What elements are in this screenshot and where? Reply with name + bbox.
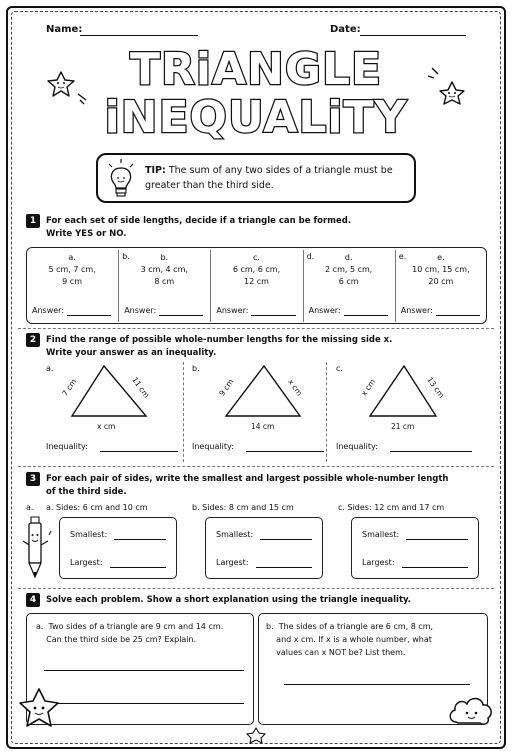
column-divider [326,362,327,462]
cell-line: 10 cm, 15 cm, [412,265,470,274]
problem-line: values can x NOT be? List them. [276,648,406,657]
cell-outer-letter: d. [306,252,315,261]
smallest-label: Smallest: [362,530,400,539]
write-line[interactable] [44,670,244,671]
section-4-instruction: Solve each problem. Show a short explanation using the triangle inequality. [46,595,412,605]
triangle-right-side-label: 13 cm [425,375,447,400]
largest-line[interactable] [256,567,312,568]
cell-line: 2 cm, 5 cm, [325,265,373,274]
tip-label: TIP: [145,165,166,176]
problem-line: Two sides of a triangle are 9 cm and 14 cm. [48,622,224,631]
triangle-bottom-label: 14 cm [251,422,275,431]
inequality-label: Inequality: [336,442,378,451]
cell-line: 20 cm [428,277,454,286]
pencil-character-icon [20,515,54,581]
cell-line: 8 cm [154,277,175,286]
tip-body: The sum of any two sides of a triangle must be greater than the third side. [145,165,393,191]
pair-outer-letter: a. [26,503,34,512]
section-3-instruction-line1: For each pair of sides, write the smallest and largest possible whole-number length [46,474,449,484]
inequality-line[interactable] [100,451,178,452]
triangle-bottom-label: 21 cm [391,422,415,431]
column-divider [183,362,184,462]
largest-line[interactable] [110,567,166,568]
triangle-right-side-label: x cm [286,377,305,398]
triangle-letter: b. [192,364,200,373]
star-icon [16,686,62,732]
problem-letter: a. [36,622,44,631]
answer-label: Answer: [124,306,157,315]
cell-line: 3 cm, 4 cm, [140,265,188,274]
problem-text-a [36,620,250,646]
inequality-line[interactable] [390,451,472,452]
section-1-instruction-line1: For each set of side lengths, decide if a triangle can be formed. [46,216,352,226]
date-label: Date: [330,24,361,35]
write-line[interactable] [44,703,244,704]
title-line-1: TRiANGLE [129,44,383,95]
smallest-line[interactable] [114,539,166,540]
section-4-badge: 4 [26,593,40,607]
problem-line: and x cm. If x is a whole number, what [276,635,432,644]
write-line[interactable] [284,684,470,685]
inequality-label: Inequality: [192,442,234,451]
smallest-line[interactable] [260,539,312,540]
largest-line[interactable] [402,567,468,568]
cell-line: 6 cm [338,277,359,286]
problem-letter: b. [266,622,274,631]
cell-letter: c. [253,253,260,262]
pair-label: b. Sides: 8 cm and 15 cm [192,503,294,512]
triangle-letter: c. [336,364,343,373]
pair-label: c. Sides: 12 cm and 17 cm [338,503,445,512]
cell-letter: e. [437,253,445,262]
section-divider [18,588,494,589]
triangle-left-side-label: x cm [359,377,378,398]
cloud-character-icon [446,690,496,730]
problem-line: The sides of a triangle are 6 cm, 8 cm, [278,622,434,631]
triangle-left-side-label: 9 cm [217,377,236,398]
section-3-instruction [46,473,486,499]
section-3-badge: 3 [26,472,40,486]
problem-line: Can the third side be 25 cm? Explain. [46,635,197,644]
smallest-label: Smallest: [70,530,108,539]
inequality-line[interactable] [246,451,324,452]
largest-label: Largest: [70,558,103,567]
triangle-right-side-label: 11 cm [130,375,152,400]
section-3-instruction-line2: of the third side. [46,487,127,497]
answer-label: Answer: [216,306,249,315]
answer-label: Answer: [400,306,433,315]
smallest-line[interactable] [406,539,468,540]
title-line-2: iNEQUALiTY [104,92,408,143]
section-2-instruction-line2: Write your answer as an inequality. [46,348,217,358]
cell-outer-letter: b. [122,252,130,261]
pair-label: a. Sides: 6 cm and 10 cm [46,503,148,512]
section-2-instruction-line1: Find the range of possible whole-number lengths for the missing side x. [46,335,393,345]
answer-label: Answer: [308,306,341,315]
inequality-label: Inequality: [46,442,88,451]
smallest-label: Smallest: [216,530,254,539]
pair-answer-box [59,517,177,579]
cell-line: 12 cm [244,277,269,286]
cell-letter: d. [344,253,353,262]
triangle-bottom-label: x cm [97,422,116,431]
section-divider [18,466,494,467]
star-icon [236,726,276,744]
answer-label: Answer: [32,306,65,315]
cell-line: 6 cm, 6 cm, [232,265,281,274]
cell-line: 9 cm [62,277,82,286]
cell-letter: b. [160,253,169,262]
name-label: Name: [46,24,83,35]
triangle-left-side-label: 7 cm [60,377,79,398]
pair-answer-box [351,517,479,579]
triangle-letter: a. [46,364,54,373]
cell-line: 5 cm, 7 cm, [48,265,96,274]
largest-label: Largest: [216,558,249,567]
section-1-instruction-line2: Write YES or NO. [46,229,127,239]
cell-letter: a. [68,253,76,262]
pair-answer-box [205,517,323,579]
cell-outer-letter: e. [398,252,407,261]
section-2-badge: 2 [26,333,40,347]
largest-label: Largest: [362,558,395,567]
section-1-badge: 1 [26,214,40,228]
problem-text-b [266,620,484,659]
